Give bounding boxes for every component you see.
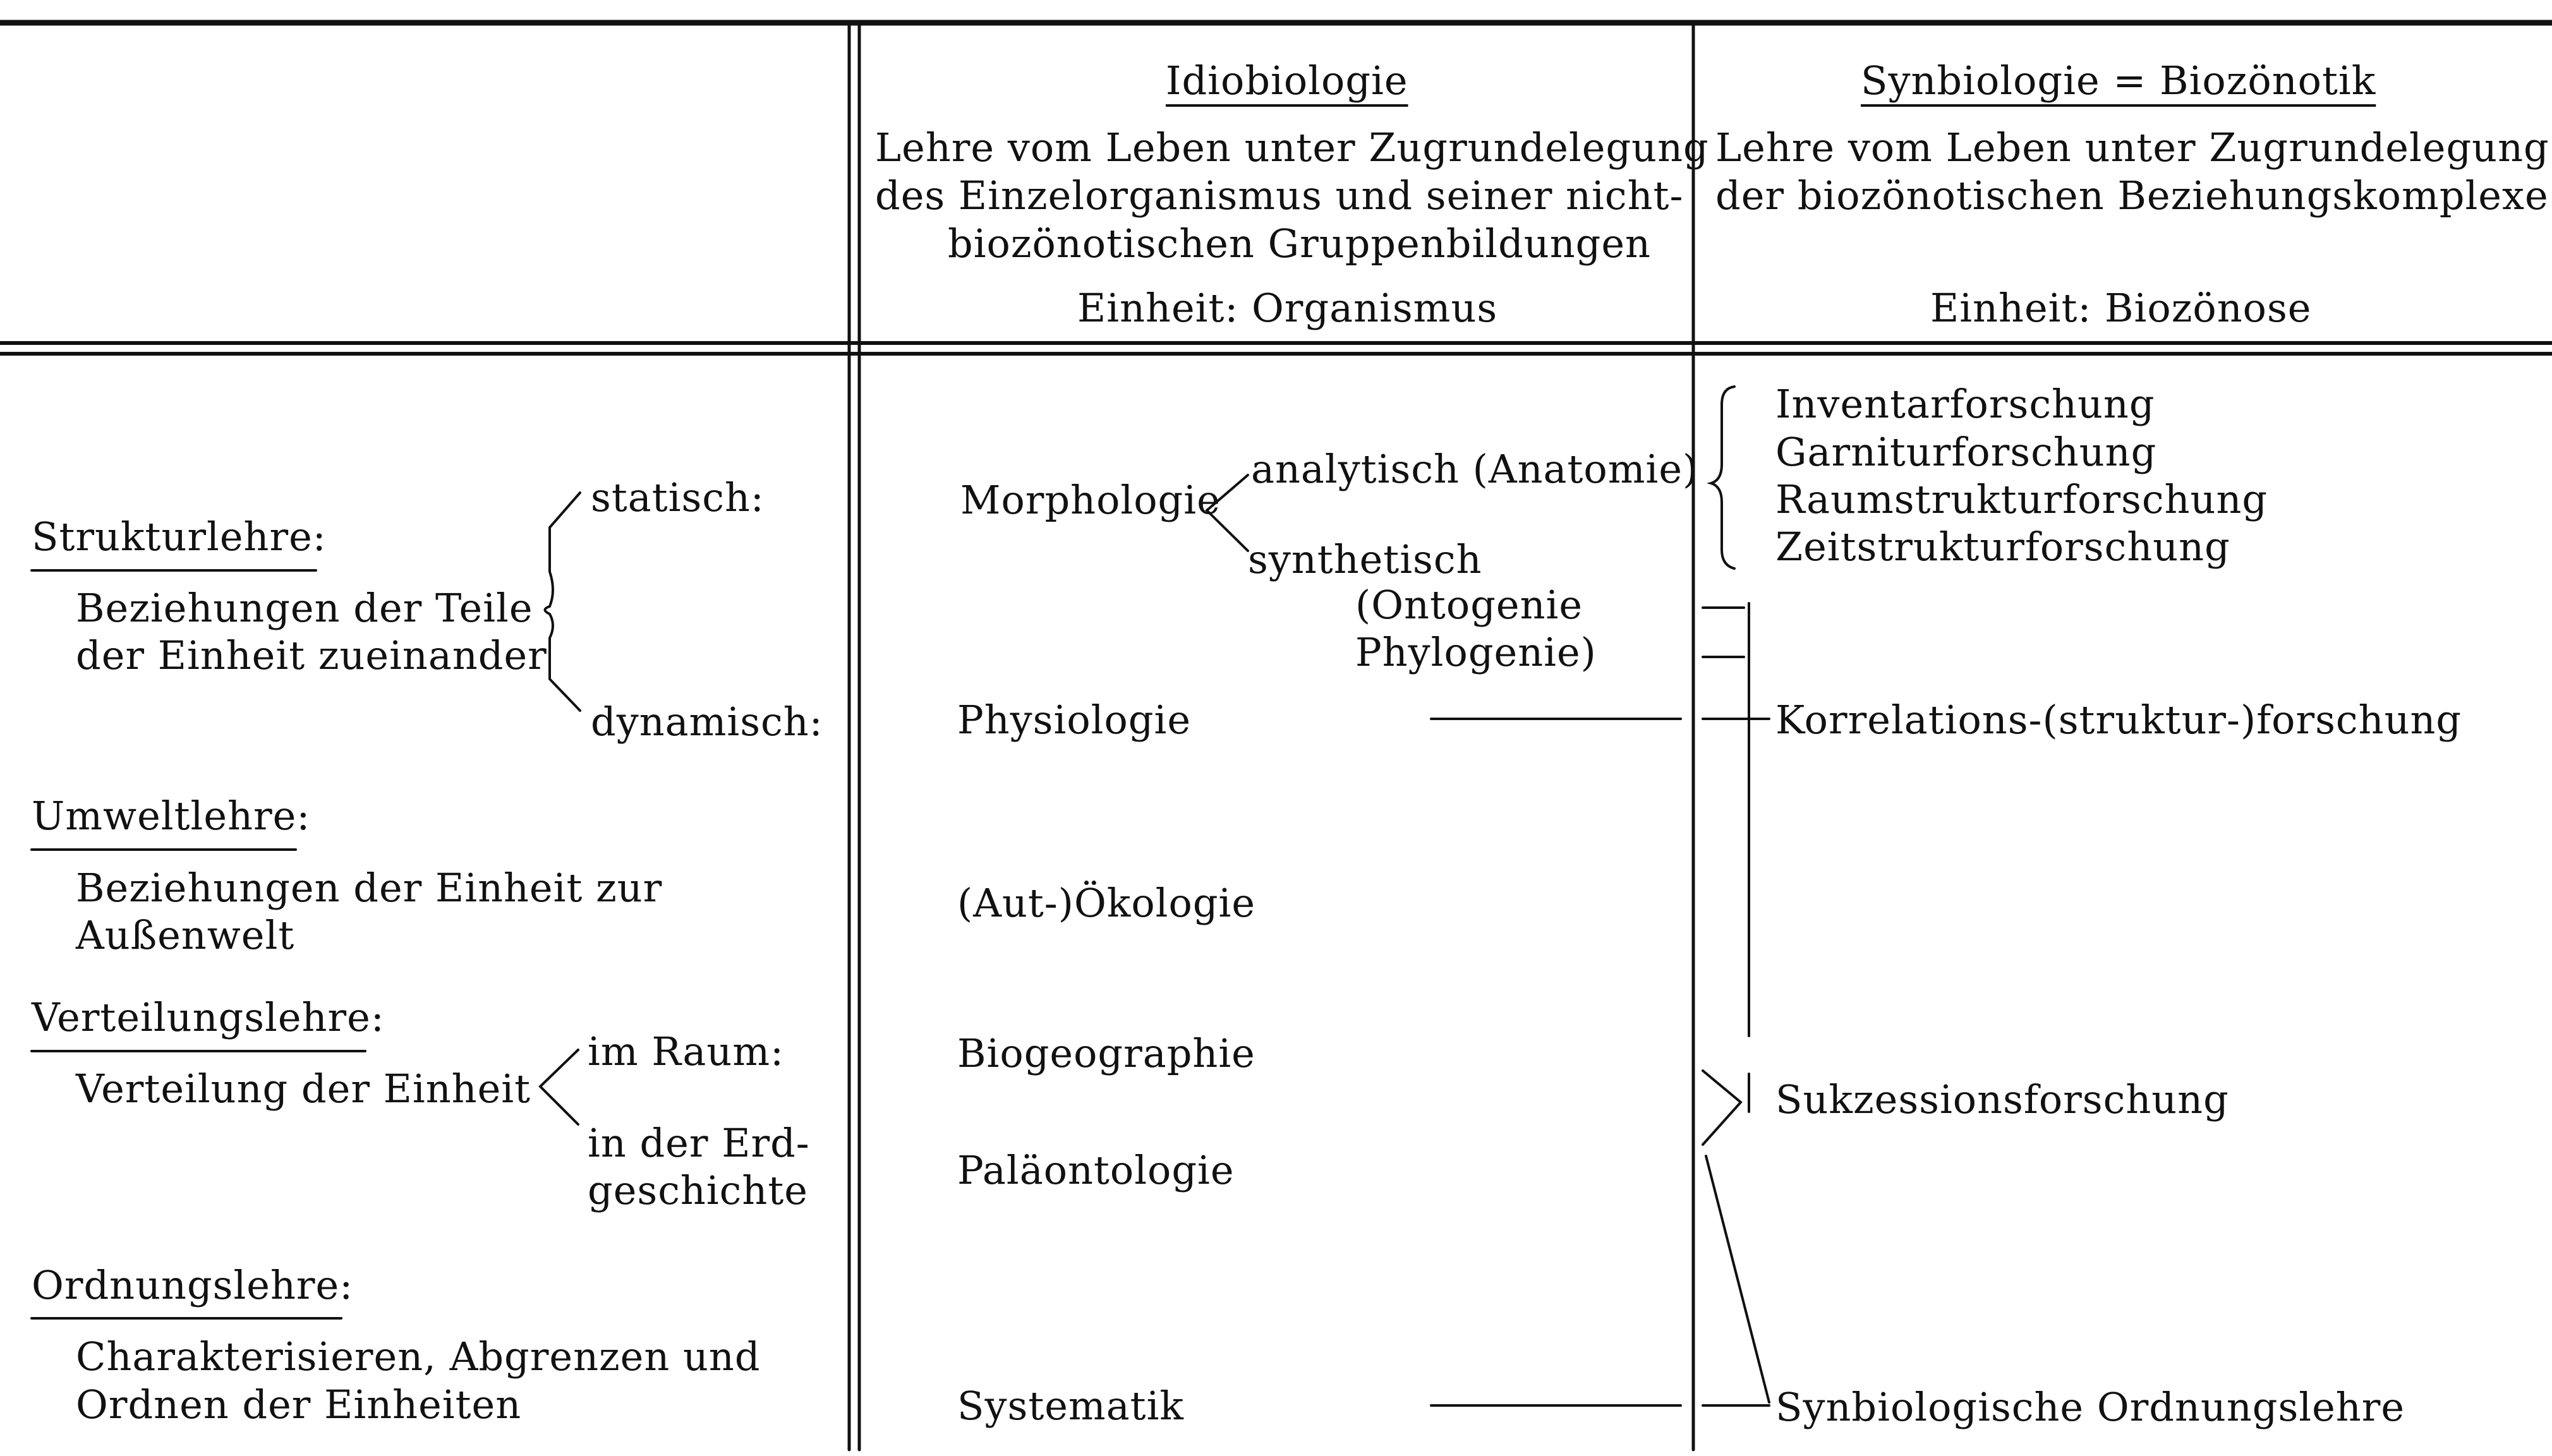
dynamisch-label: dynamisch: bbox=[591, 699, 823, 745]
statisch-label: statisch: bbox=[591, 474, 765, 520]
inventarforschung: Inventarforschung bbox=[1775, 381, 2155, 427]
verteilung-branch bbox=[540, 1050, 578, 1124]
idio-title: Idiobiologie bbox=[1166, 57, 1408, 104]
idio-desc-line-1: Lehre vom Leben unter Zugrundelegung bbox=[875, 124, 1709, 171]
ordnung-desc-line-2: Ordnen der Einheiten bbox=[76, 1381, 522, 1428]
struktur-desc-line-2: der Einheit zueinander bbox=[76, 632, 547, 678]
syn-unit: Einheit: Biozönose bbox=[1930, 285, 2312, 331]
idio-unit: Einheit: Organismus bbox=[1077, 285, 1498, 331]
idio-desc-line-2: des Einzelorganismus und seiner nicht- bbox=[875, 172, 1684, 219]
struktur-desc-line-1: Beziehungen der Teile bbox=[76, 585, 533, 631]
syn-title: Synbiologie = Biozönotik bbox=[1861, 57, 2376, 104]
umwelt-label: Umweltlehre: bbox=[32, 793, 311, 839]
syn-desc-line-1: Lehre vom Leben unter Zugrundelegung bbox=[1715, 124, 2549, 171]
phylogenie: Phylogenie) bbox=[1355, 629, 1597, 675]
autoekologie: (Aut-)Ökologie bbox=[957, 880, 1256, 926]
korrelationsforschung: Korrelations-(struktur-)forschung bbox=[1775, 697, 2462, 743]
erdgeschichte-line-2: geschichte bbox=[588, 1167, 808, 1213]
raumstrukturforschung: Raumstrukturforschung bbox=[1775, 476, 2268, 522]
verteilung-desc: Verteilung der Einheit bbox=[76, 1066, 531, 1112]
im-raum: im Raum: bbox=[588, 1028, 785, 1074]
sukzession-chevron bbox=[1703, 1071, 1741, 1145]
umwelt-desc-line-2: Außenwelt bbox=[76, 912, 295, 958]
physiologie: Physiologie bbox=[957, 697, 1192, 743]
umwelt-desc-line-1: Beziehungen der Einheit zur bbox=[76, 865, 663, 911]
palaeontologie: Paläontologie bbox=[957, 1147, 1235, 1193]
morphologie: Morphologie bbox=[960, 477, 1221, 523]
ordnung-desc-line-1: Charakterisieren, Abgrenzen und bbox=[76, 1333, 761, 1380]
zeitstrukturforschung: Zeitstrukturforschung bbox=[1775, 524, 2230, 570]
struktur-label: Strukturlehre: bbox=[32, 514, 327, 560]
biogeographie: Biogeographie bbox=[957, 1030, 1255, 1076]
synbiologische-ordnungslehre: Synbiologische Ordnungslehre bbox=[1775, 1384, 2405, 1430]
ordnung-label: Ordnungslehre: bbox=[32, 1262, 354, 1308]
struktur-brace bbox=[545, 493, 581, 711]
sukzessionsforschung: Sukzessionsforschung bbox=[1775, 1076, 2229, 1122]
ordnungslehre-diagonal bbox=[1706, 1156, 1769, 1402]
erdgeschichte-line-1: in der Erd- bbox=[588, 1120, 810, 1166]
syn-desc-line-2: der biozönotischen Beziehungskomplexe bbox=[1715, 172, 2549, 219]
synthetisch: synthetisch bbox=[1248, 536, 1482, 582]
analytisch: analytisch (Anatomie) bbox=[1251, 446, 1699, 492]
syn-struktur-brace bbox=[1711, 387, 1734, 569]
verteilung-label: Verteilungslehre: bbox=[32, 994, 385, 1040]
systematik: Systematik bbox=[957, 1383, 1184, 1429]
ontogenie: (Ontogenie bbox=[1355, 582, 1583, 628]
garniturforschung: Garniturforschung bbox=[1775, 429, 2157, 475]
idio-desc-line-3: biozönotischen Gruppenbildungen bbox=[948, 220, 1651, 267]
